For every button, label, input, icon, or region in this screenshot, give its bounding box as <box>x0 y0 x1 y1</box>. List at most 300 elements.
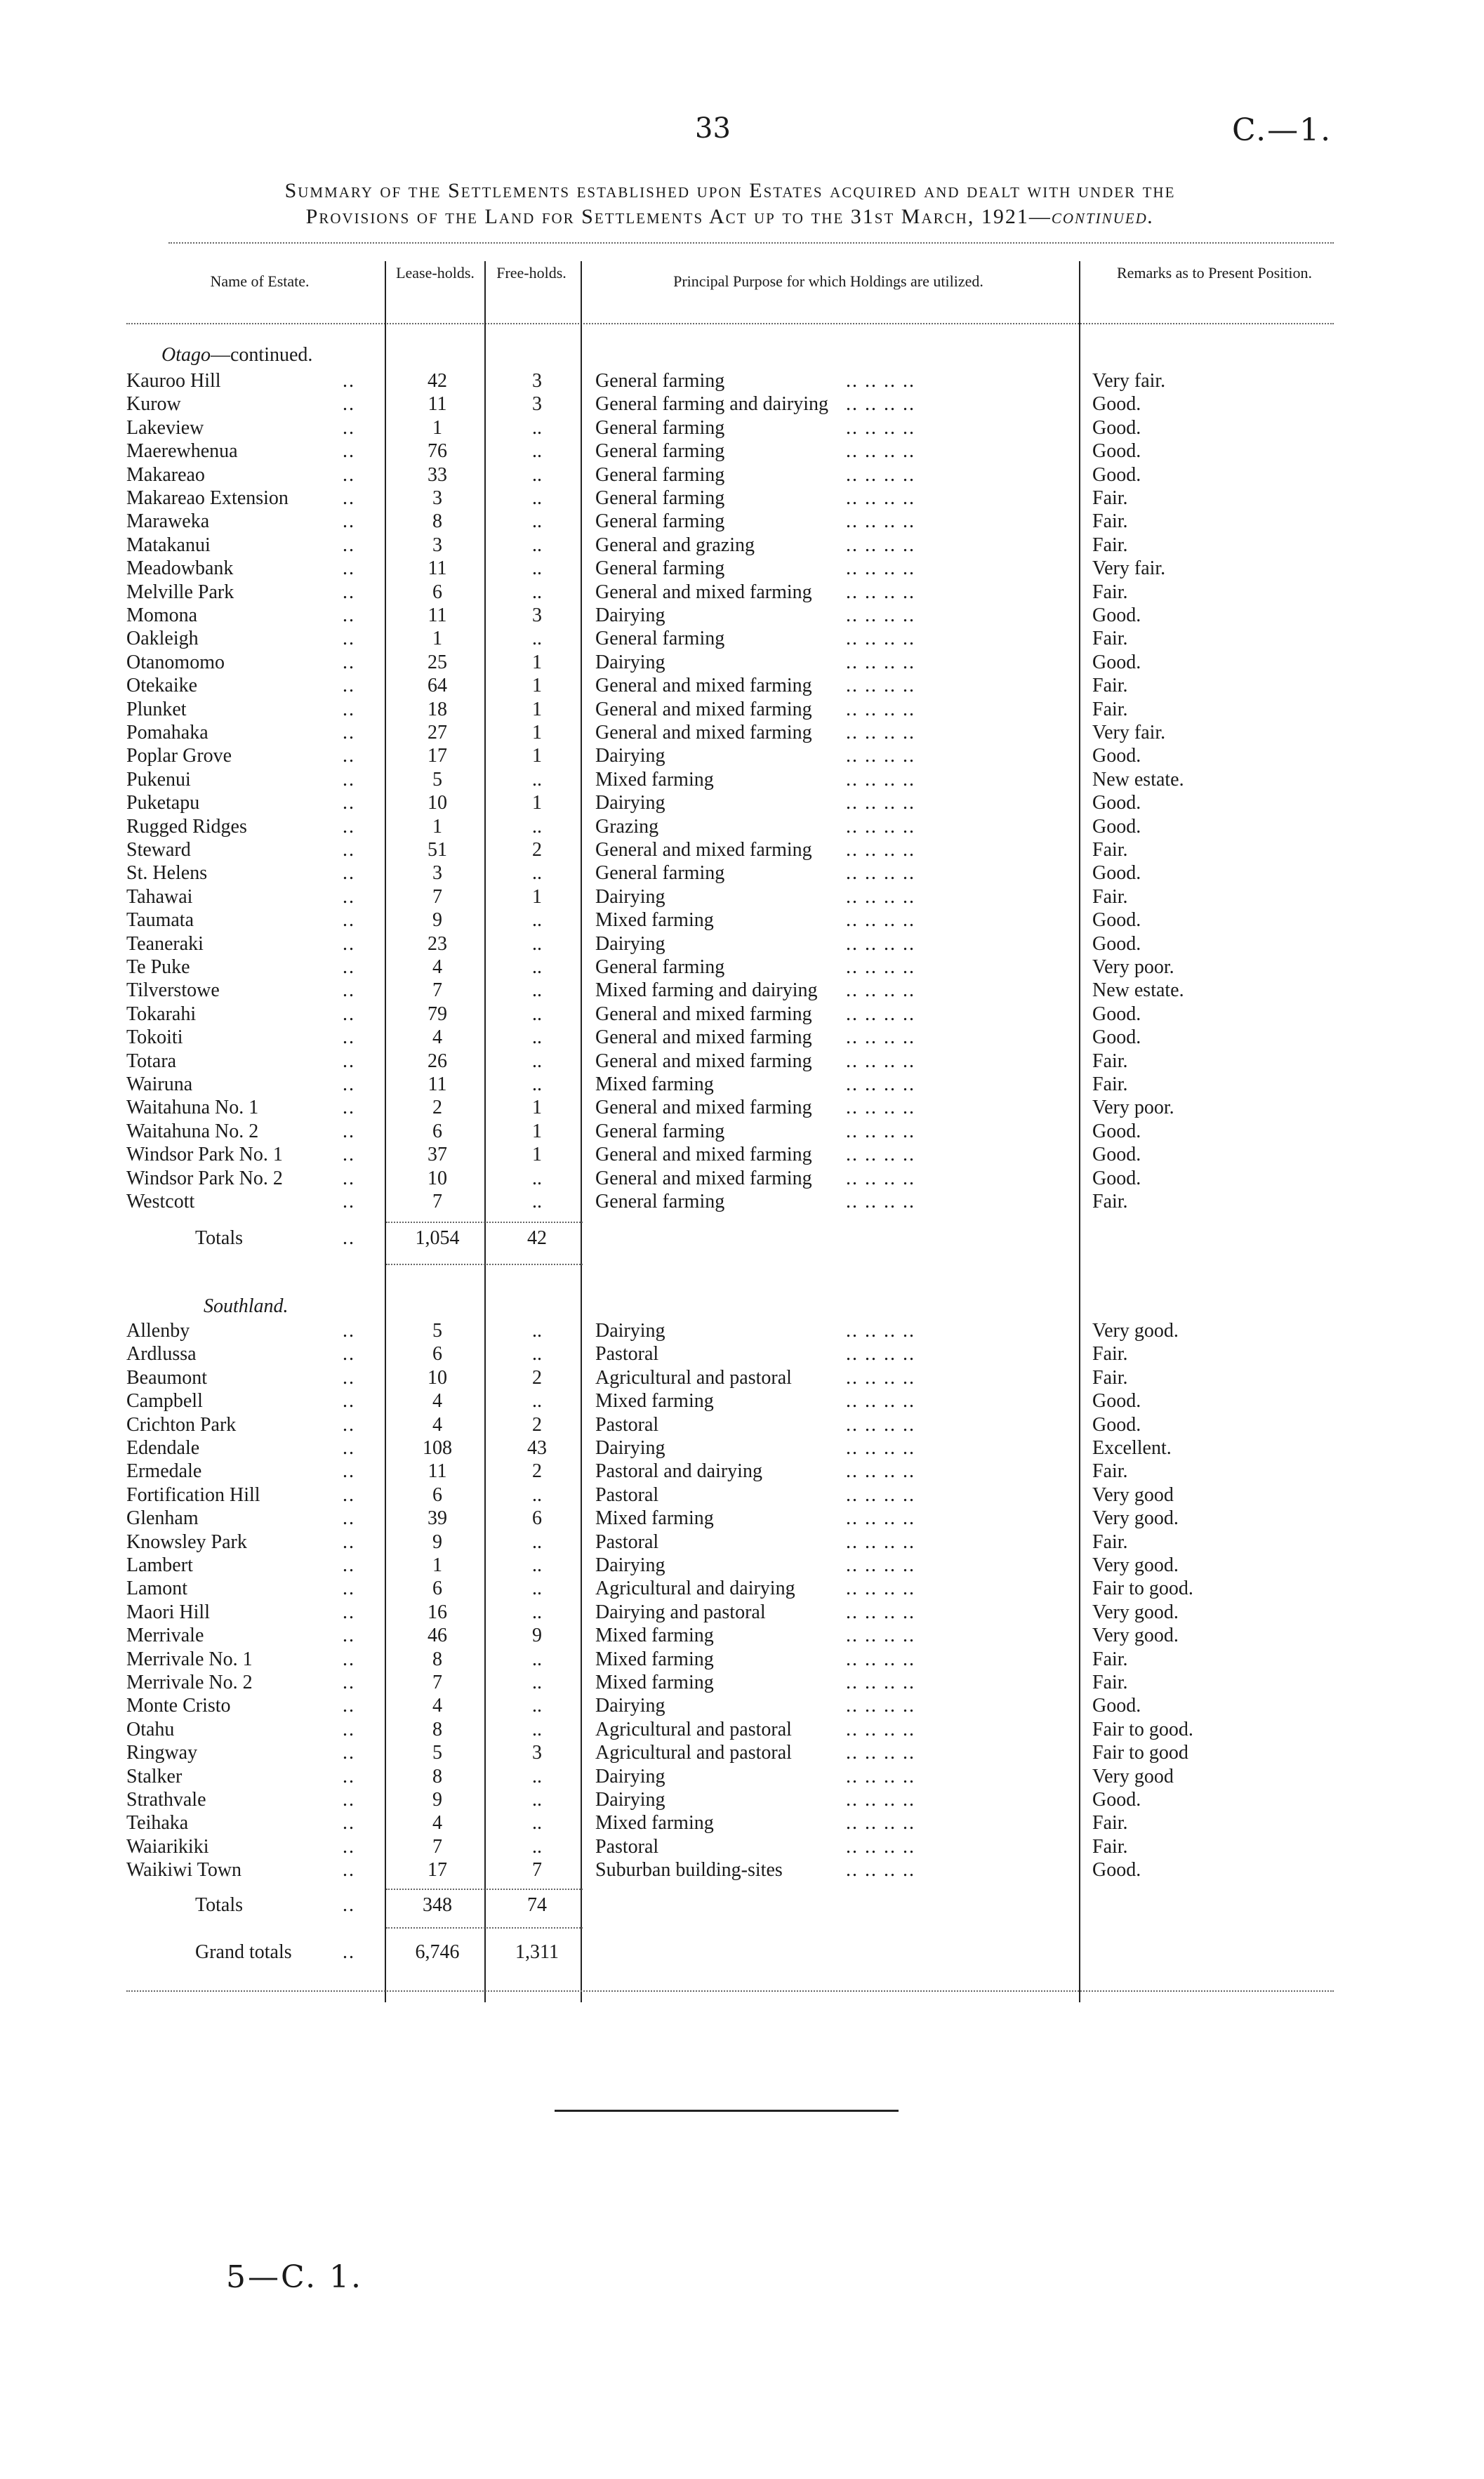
purpose-leader: .. .. .. .. <box>846 1578 915 1600</box>
purpose-cell: General farming <box>595 862 725 885</box>
estate-name: Strathvale <box>126 1789 206 1811</box>
purpose-leader: .. .. .. .. <box>846 1531 915 1553</box>
purpose-leader: .. .. .. .. <box>846 1483 915 1506</box>
table-row <box>0 1601 1484 1625</box>
estate-name: Teihaka <box>126 1812 189 1835</box>
purpose-cell: Agricultural and pastoral <box>595 1366 792 1389</box>
estate-name: Tokarahi <box>126 1003 197 1025</box>
purpose-leader: .. .. .. .. <box>846 698 915 720</box>
estate-name: Wairuna <box>126 1073 193 1095</box>
leaseholds-cell: 23 <box>428 932 447 955</box>
remarks-cell: Fair. <box>1092 1812 1128 1835</box>
estate-name: Tilverstowe <box>126 979 220 1002</box>
freeholds-cell: .. <box>532 1695 542 1717</box>
purpose-leader: .. .. .. .. <box>846 979 915 1002</box>
grand-totals-label: Grand totals <box>195 1941 292 1963</box>
table-row <box>0 722 1484 745</box>
table-row <box>0 1578 1484 1601</box>
freeholds-cell: .. <box>532 1320 542 1342</box>
purpose-cell: Mixed farming <box>595 1507 714 1530</box>
freeholds-cell: .. <box>532 768 542 791</box>
remarks-cell: Good. <box>1092 604 1141 626</box>
name-leader: .. <box>343 862 355 885</box>
purpose-leader: .. .. .. .. <box>846 1789 915 1811</box>
purpose-cell: General and mixed farming <box>595 1003 812 1025</box>
freeholds-cell: .. <box>532 440 542 463</box>
remarks-cell: Very good. <box>1092 1320 1179 1342</box>
freeholds-cell: .. <box>532 815 542 838</box>
freeholds-cell: .. <box>532 581 542 603</box>
estate-name: Beaumont <box>126 1366 208 1389</box>
remarks-cell: Fair. <box>1092 1672 1128 1693</box>
remarks-cell: Fair. <box>1092 628 1128 650</box>
remarks-cell: Excellent. <box>1092 1437 1172 1459</box>
remarks-cell: Fair. <box>1092 1343 1128 1366</box>
table-row <box>0 1766 1484 1789</box>
remarks-cell: Fair. <box>1092 839 1128 861</box>
leaseholds-cell: 11 <box>428 557 447 580</box>
purpose-cell: General farming <box>595 628 725 650</box>
leaseholds-cell: 33 <box>428 463 447 486</box>
name-leader: .. <box>343 1672 355 1693</box>
estate-name: Makareao <box>126 463 205 486</box>
remarks-cell: Good. <box>1092 1026 1141 1049</box>
header-bottom-rule <box>126 323 1334 324</box>
freeholds-cell: .. <box>532 628 542 650</box>
leaseholds-cell: 27 <box>428 722 447 743</box>
table-title-line-2-main: Provisions of the Land for Settlements Act up to the 31st March, 1921— <box>305 205 1052 228</box>
leaseholds-cell: 4 <box>432 1026 442 1049</box>
purpose-cell: Dairying <box>595 885 665 908</box>
estate-name: Pomahaka <box>126 722 208 743</box>
table-row <box>0 510 1484 534</box>
purpose-leader: .. .. .. .. <box>846 1390 915 1413</box>
name-leader: .. <box>343 1191 355 1212</box>
table-row <box>0 1343 1484 1366</box>
estate-name: Otanomomo <box>126 651 225 673</box>
freeholds-cell: .. <box>532 1050 542 1072</box>
name-leader: .. <box>343 1167 355 1189</box>
purpose-leader: .. .. .. .. <box>846 1765 915 1787</box>
leaseholds-cell: 26 <box>428 1050 447 1072</box>
purpose-cell: Agricultural and pastoral <box>595 1718 792 1740</box>
estate-name: Pukenui <box>126 768 191 791</box>
otago-totals-top-rule <box>386 1222 583 1223</box>
purpose-leader: .. .. .. .. <box>846 1672 915 1693</box>
leaseholds-cell: 7 <box>432 1191 442 1212</box>
header-name-of-estate: Name of Estate. <box>210 272 310 290</box>
name-leader: .. <box>343 722 355 743</box>
remarks-cell: Fair to good. <box>1092 1718 1193 1740</box>
purpose-cell: Grazing <box>595 815 659 838</box>
purpose-leader: .. .. .. .. <box>846 557 915 580</box>
name-leader: .. <box>343 932 355 955</box>
purpose-cell: Agricultural and dairying <box>595 1578 795 1600</box>
southland-totals-label: Totals <box>195 1894 244 1916</box>
purpose-leader: .. .. .. .. <box>846 370 915 392</box>
table-row <box>0 1484 1484 1507</box>
remarks-cell: Good. <box>1092 745 1141 767</box>
table-row <box>0 1414 1484 1437</box>
name-leader: .. <box>343 604 355 626</box>
freeholds-cell: .. <box>532 1718 542 1740</box>
table-row <box>0 1812 1484 1835</box>
name-leader: .. <box>343 1026 355 1049</box>
purpose-cell: Suburban building-sites <box>595 1859 783 1882</box>
purpose-leader: .. .. .. .. <box>846 1601 915 1623</box>
table-row <box>0 604 1484 628</box>
name-leader: .. <box>343 1578 355 1600</box>
purpose-leader: .. .. .. .. <box>846 1859 915 1882</box>
freeholds-cell: 2 <box>532 1460 542 1483</box>
leaseholds-cell: 7 <box>432 979 442 1002</box>
table-row <box>0 1859 1484 1882</box>
freeholds-cell: 1 <box>532 675 542 697</box>
estate-name: Melville Park <box>126 581 234 603</box>
purpose-leader: .. .. .. .. <box>846 463 915 486</box>
table-row <box>0 1554 1484 1578</box>
purpose-cell: General and mixed farming <box>595 1167 812 1189</box>
remarks-cell: Fair. <box>1092 581 1128 603</box>
remarks-cell: Fair. <box>1092 698 1128 720</box>
remarks-cell: Very good <box>1092 1765 1174 1787</box>
name-leader: .. <box>343 1835 355 1858</box>
table-row <box>0 1531 1484 1554</box>
purpose-leader: .. .. .. .. <box>846 1144 915 1166</box>
purpose-cell: Mixed farming <box>595 1073 714 1095</box>
freeholds-cell: .. <box>532 909 542 932</box>
freeholds-cell: .. <box>532 1835 542 1858</box>
name-leader: .. <box>343 463 355 486</box>
table-row <box>0 745 1484 768</box>
purpose-cell: General and mixed farming <box>595 722 812 743</box>
freeholds-cell: 43 <box>527 1437 547 1459</box>
purpose-leader: .. .. .. .. <box>846 1366 915 1389</box>
purpose-cell: General farming <box>595 487 725 509</box>
table-row <box>0 628 1484 651</box>
name-leader: .. <box>343 675 355 697</box>
estate-name: Campbell <box>126 1390 203 1413</box>
purpose-leader: .. .. .. .. <box>846 651 915 673</box>
freeholds-cell: 1 <box>532 745 542 767</box>
freeholds-cell: .. <box>532 1343 542 1366</box>
remarks-cell: Good. <box>1092 932 1141 955</box>
leaseholds-cell: 4 <box>432 956 442 978</box>
remarks-cell: Good. <box>1092 792 1141 814</box>
leaseholds-cell: 4 <box>432 1413 442 1436</box>
header-top-rule <box>168 242 1334 244</box>
purpose-leader: .. .. .. .. <box>846 440 915 463</box>
freeholds-cell: 1 <box>532 885 542 908</box>
estate-name: Oakleigh <box>126 628 199 650</box>
freeholds-cell: .. <box>532 1390 542 1413</box>
leaseholds-cell: 18 <box>428 698 447 720</box>
estate-name: Teaneraki <box>126 932 204 955</box>
table-row <box>0 909 1484 932</box>
section-heading-southland: Southland. <box>204 1295 289 1317</box>
estate-name: Crichton Park <box>126 1413 237 1436</box>
remarks-cell: Fair to good <box>1092 1742 1188 1764</box>
table-row <box>0 1695 1484 1718</box>
name-leader: .. <box>343 651 355 673</box>
leaseholds-cell: 46 <box>428 1625 447 1647</box>
estate-name: Merrivale No. 1 <box>126 1648 253 1670</box>
leaseholds-cell: 1 <box>432 1554 442 1576</box>
freeholds-cell: .. <box>532 956 542 978</box>
name-leader: .. <box>343 1742 355 1764</box>
purpose-leader: .. .. .. .. <box>846 1003 915 1025</box>
freeholds-cell: .. <box>532 1026 542 1049</box>
leaseholds-cell: 8 <box>432 1718 442 1740</box>
remarks-cell: Good. <box>1092 1167 1141 1189</box>
estate-name: Edendale <box>126 1437 200 1459</box>
purpose-cell: Agricultural and pastoral <box>595 1742 792 1764</box>
freeholds-cell: 6 <box>532 1507 542 1530</box>
table-title-line-2 <box>112 205 1348 229</box>
purpose-leader: .. .. .. .. <box>846 956 915 978</box>
purpose-cell: General and mixed farming <box>595 581 812 603</box>
leaseholds-cell: 11 <box>428 1460 447 1483</box>
purpose-leader: .. .. .. .. <box>846 792 915 814</box>
table-row <box>0 1390 1484 1413</box>
freeholds-cell: .. <box>532 487 542 509</box>
freeholds-cell: 1 <box>532 792 542 814</box>
freeholds-cell: 1 <box>532 1144 542 1166</box>
table-row <box>0 1437 1484 1460</box>
purpose-leader: .. .. .. .. <box>846 1097 915 1119</box>
freeholds-cell: .. <box>532 416 542 439</box>
table-row <box>0 581 1484 604</box>
leaseholds-cell: 3 <box>432 534 442 556</box>
freeholds-cell: 2 <box>532 839 542 861</box>
estate-name: Glenham <box>126 1507 199 1530</box>
purpose-cell: Mixed farming <box>595 909 714 932</box>
name-leader: .. <box>343 956 355 978</box>
section-heading-otago <box>161 344 312 366</box>
name-leader: .. <box>343 487 355 509</box>
remarks-cell: Very good. <box>1092 1554 1179 1576</box>
purpose-cell: General and mixed farming <box>595 1097 812 1119</box>
estate-name: Allenby <box>126 1320 190 1342</box>
purpose-cell: Dairying <box>595 932 665 955</box>
freeholds-cell: .. <box>532 557 542 580</box>
table-row <box>0 979 1484 1003</box>
freeholds-cell: .. <box>532 510 542 533</box>
otago-totals-label: Totals <box>195 1227 244 1249</box>
estate-name: Lakeview <box>126 416 204 439</box>
name-leader: .. <box>343 1460 355 1483</box>
leaseholds-cell: 3 <box>432 487 442 509</box>
table-row <box>0 1672 1484 1695</box>
purpose-leader: .. .. .. .. <box>846 510 915 533</box>
table-row <box>0 557 1484 581</box>
freeholds-cell: .. <box>532 1483 542 1506</box>
leaseholds-cell: 1 <box>432 628 442 650</box>
purpose-cell: Pastoral <box>595 1835 659 1858</box>
purpose-cell: Dairying and pastoral <box>595 1601 766 1623</box>
remarks-cell: Very fair. <box>1092 370 1166 392</box>
leaseholds-cell: 8 <box>432 1648 442 1670</box>
freeholds-cell: 1 <box>532 698 542 720</box>
purpose-leader: .. .. .. .. <box>846 815 915 838</box>
table-row <box>0 487 1484 510</box>
name-leader: .. <box>343 416 355 439</box>
leaseholds-cell: 1 <box>432 416 442 439</box>
otago-totals-freeholds: 42 <box>527 1227 547 1249</box>
purpose-cell: General and mixed farming <box>595 839 812 861</box>
estate-name: Makareao Extension <box>126 487 289 509</box>
estate-name: Windsor Park No. 1 <box>126 1144 283 1166</box>
purpose-leader: .. .. .. .. <box>846 839 915 861</box>
freeholds-cell: .. <box>532 534 542 556</box>
table-bottom-rule <box>126 1990 1334 1992</box>
purpose-leader: .. .. .. .. <box>846 1460 915 1483</box>
name-leader: .. <box>343 1390 355 1413</box>
estate-name: Lambert <box>126 1554 193 1576</box>
leaseholds-cell: 6 <box>432 1343 442 1366</box>
purpose-cell: General and mixed farming <box>595 675 812 697</box>
remarks-cell: Very good. <box>1092 1601 1179 1623</box>
purpose-leader: .. .. .. .. <box>846 1120 915 1142</box>
remarks-cell: Fair. <box>1092 1648 1128 1670</box>
leaseholds-cell: 10 <box>428 792 447 814</box>
name-leader: .. <box>343 1859 355 1882</box>
purpose-leader: .. .. .. .. <box>846 1413 915 1436</box>
freeholds-cell: .. <box>532 1812 542 1835</box>
table-row <box>0 1367 1484 1390</box>
name-leader: .. <box>343 792 355 814</box>
purpose-cell: General farming <box>595 440 725 463</box>
table-row <box>0 370 1484 393</box>
remarks-cell: Very fair. <box>1092 557 1166 580</box>
purpose-leader: .. .. .. .. <box>846 1648 915 1670</box>
table-row <box>0 652 1484 675</box>
purpose-cell: Pastoral and dairying <box>595 1460 762 1483</box>
name-leader: .. <box>343 1789 355 1811</box>
table-row <box>0 886 1484 909</box>
freeholds-cell: 1 <box>532 651 542 673</box>
purpose-cell: General farming <box>595 1120 725 1142</box>
estate-name: Ringway <box>126 1742 198 1764</box>
name-leader: .. <box>343 534 355 556</box>
table-row <box>0 1050 1484 1073</box>
leaseholds-cell: 7 <box>432 1672 442 1693</box>
name-leader: .. <box>343 1120 355 1142</box>
header-remarks: Remarks as to Present Position. <box>1116 264 1313 282</box>
leaseholds-cell: 10 <box>428 1366 447 1389</box>
section-heading-otago-continued: —continued. <box>211 344 313 366</box>
estate-name: Waiarikiki <box>126 1835 209 1858</box>
purpose-leader: .. .. .. .. <box>846 1320 915 1342</box>
purpose-leader: .. .. .. .. <box>846 862 915 885</box>
purpose-leader: .. .. .. .. <box>846 1507 915 1530</box>
purpose-cell: General and mixed farming <box>595 1144 812 1166</box>
leaseholds-cell: 4 <box>432 1390 442 1413</box>
grand-totals-leaseholds: 6,746 <box>415 1941 460 1963</box>
freeholds-cell: .. <box>532 1073 542 1095</box>
remarks-cell: Very good <box>1092 1483 1174 1506</box>
estate-name: Maraweka <box>126 510 210 533</box>
leaseholds-cell: 7 <box>432 1835 442 1858</box>
purpose-leader: .. .. .. .. <box>846 722 915 743</box>
table-row <box>0 1507 1484 1531</box>
freeholds-cell: 3 <box>532 393 542 416</box>
name-leader: .. <box>343 1812 355 1835</box>
purpose-cell: Dairying <box>595 604 665 626</box>
estate-name: Merrivale <box>126 1625 204 1647</box>
freeholds-cell: .. <box>532 1531 542 1553</box>
table-row <box>0 1648 1484 1672</box>
leaseholds-cell: 10 <box>428 1167 447 1189</box>
freeholds-cell: 7 <box>532 1859 542 1882</box>
purpose-cell: Dairying <box>595 1437 665 1459</box>
remarks-cell: New estate. <box>1092 768 1184 791</box>
leaseholds-cell: 17 <box>428 745 447 767</box>
purpose-cell: Dairying <box>595 1320 665 1342</box>
table-title-continued: continued. <box>1051 205 1155 228</box>
purpose-cell: Pastoral <box>595 1483 659 1506</box>
leaseholds-cell: 7 <box>432 885 442 908</box>
table-row <box>0 1320 1484 1343</box>
purpose-cell: General farming <box>595 463 725 486</box>
estate-name: Tahawai <box>126 885 193 908</box>
freeholds-cell: 1 <box>532 1120 542 1142</box>
leaseholds-cell: 17 <box>428 1859 447 1882</box>
estate-name: Maori Hill <box>126 1601 210 1623</box>
freeholds-cell: 3 <box>532 604 542 626</box>
leaseholds-cell: 42 <box>428 370 447 392</box>
leaseholds-cell: 9 <box>432 909 442 932</box>
name-leader: .. <box>343 1003 355 1025</box>
freeholds-cell: 3 <box>532 1742 542 1764</box>
name-leader: .. <box>343 1695 355 1717</box>
purpose-cell: General farming <box>595 370 725 392</box>
purpose-leader: .. .. .. .. <box>846 1812 915 1835</box>
purpose-cell: General farming <box>595 956 725 978</box>
freeholds-cell: .. <box>532 1601 542 1623</box>
leaseholds-cell: 9 <box>432 1789 442 1811</box>
estate-name: Windsor Park No. 2 <box>126 1167 283 1189</box>
purpose-cell: General and mixed farming <box>595 1026 812 1049</box>
purpose-cell: Mixed farming and dairying <box>595 979 818 1002</box>
table-row <box>0 675 1484 698</box>
leaseholds-cell: 5 <box>432 768 442 791</box>
leaseholds-cell: 3 <box>432 862 442 885</box>
name-leader: .. <box>343 1413 355 1436</box>
table-row <box>0 1460 1484 1483</box>
purpose-leader: .. .. .. .. <box>846 1026 915 1049</box>
purpose-cell: Mixed farming <box>595 1625 714 1647</box>
name-leader: .. <box>343 815 355 838</box>
freeholds-cell: 2 <box>532 1413 542 1436</box>
remarks-cell: Good. <box>1092 1003 1141 1025</box>
freeholds-cell: .. <box>532 1191 542 1212</box>
name-leader: .. <box>343 1097 355 1119</box>
table-row <box>0 1097 1484 1120</box>
leaseholds-cell: 4 <box>432 1812 442 1835</box>
purpose-leader: .. .. .. .. <box>846 1742 915 1764</box>
remarks-cell: Fair. <box>1092 1191 1128 1212</box>
remarks-cell: Good. <box>1092 909 1141 932</box>
purpose-cell: Mixed farming <box>595 1648 714 1670</box>
page-number: 33 <box>695 112 731 145</box>
remarks-cell: Very good. <box>1092 1625 1179 1647</box>
table-row <box>0 1168 1484 1191</box>
leaseholds-cell: 11 <box>428 1073 447 1095</box>
purpose-leader: .. .. .. .. <box>846 1718 915 1740</box>
purpose-cell: Dairying <box>595 1554 665 1576</box>
leaseholds-cell: 11 <box>428 604 447 626</box>
